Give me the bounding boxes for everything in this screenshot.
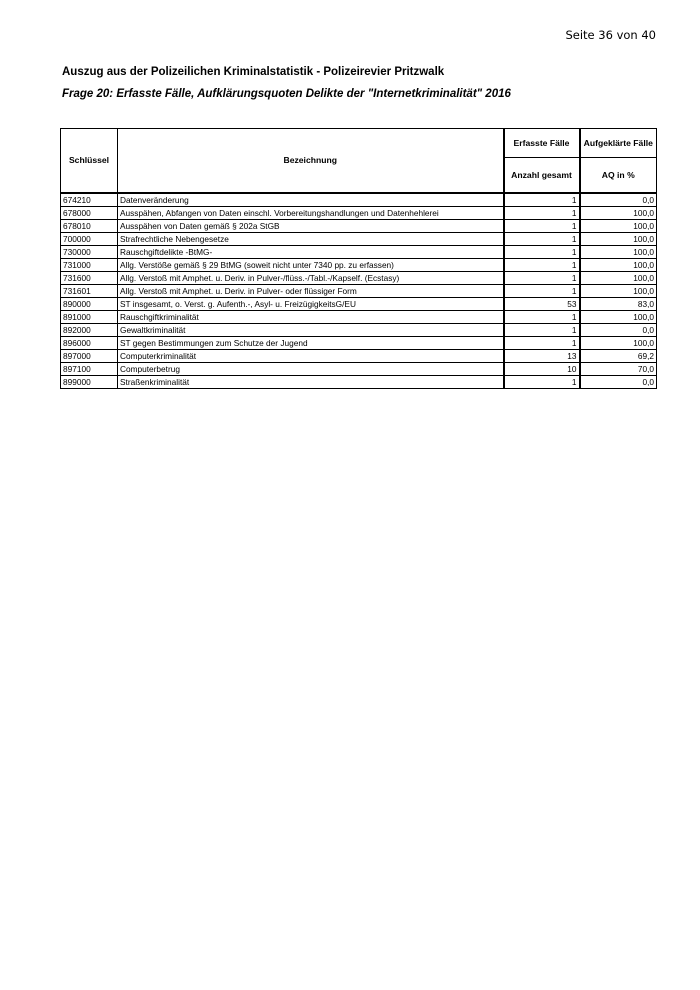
table-row (61, 259, 657, 272)
table-row (61, 193, 657, 207)
table-row (61, 272, 657, 285)
column-header-cases-group: Erfasste Fälle (504, 129, 580, 158)
column-header-name: Bezeichnung (118, 129, 504, 194)
row-count-cell: 1 (504, 376, 580, 389)
row-rate-cell: 100,0 (580, 207, 657, 220)
row-count-cell: 1 (504, 233, 580, 246)
table-row (61, 207, 657, 220)
column-header-solved-group: Aufgeklärte Fälle (580, 129, 657, 158)
table-body (61, 193, 657, 389)
document-subtitle: Frage 20: Erfasste Fälle, Aufklärungsquoten Delikte der "Internetkriminalität" 2016 (62, 88, 511, 100)
table-row (61, 363, 657, 376)
row-key-cell: 899000 (61, 376, 118, 389)
row-name-cell: Rauschgiftkriminalität (118, 311, 504, 324)
row-name-cell: Straßenkriminalität (118, 376, 504, 389)
row-rate-cell: 70,0 (580, 363, 657, 376)
column-header-count: Anzahl gesamt (504, 158, 580, 194)
row-count-cell: 1 (504, 246, 580, 259)
table-row (61, 298, 657, 311)
row-key-cell: 897100 (61, 363, 118, 376)
row-count-cell: 1 (504, 324, 580, 337)
row-name-cell: Allg. Verstoß mit Amphet. u. Deriv. in Pulver-/flüss.-/Tabl.-/Kapself. (Ecstasy) (118, 272, 504, 285)
table-row (61, 220, 657, 233)
row-count-cell: 1 (504, 337, 580, 350)
row-count-cell: 1 (504, 285, 580, 298)
row-rate-cell: 100,0 (580, 272, 657, 285)
row-rate-cell: 100,0 (580, 220, 657, 233)
table-row (61, 376, 657, 389)
row-key-cell: 891000 (61, 311, 118, 324)
row-rate-cell: 0,0 (580, 376, 657, 389)
row-name-cell: Datenveränderung (118, 193, 504, 207)
row-key-cell: 896000 (61, 337, 118, 350)
table-row (61, 324, 657, 337)
row-rate-cell: 0,0 (580, 193, 657, 207)
row-name-cell: Rauschgiftdelikte -BtMG- (118, 246, 504, 259)
column-header-rate: AQ in % (580, 158, 657, 194)
table-row (61, 337, 657, 350)
row-name-cell: ST insgesamt, o. Verst. g. Aufenth.-, Asyl- u. FreizügigkeitsG/EU (118, 298, 504, 311)
row-rate-cell: 0,0 (580, 324, 657, 337)
row-count-cell: 13 (504, 350, 580, 363)
row-key-cell: 731000 (61, 259, 118, 272)
row-key-cell: 892000 (61, 324, 118, 337)
row-rate-cell: 100,0 (580, 233, 657, 246)
row-count-cell: 1 (504, 272, 580, 285)
row-name-cell: Allg. Verstöße gemäß § 29 BtMG (soweit nicht unter 7340 pp. zu erfassen) (118, 259, 504, 272)
table-row (61, 246, 657, 259)
row-count-cell: 10 (504, 363, 580, 376)
row-count-cell: 1 (504, 207, 580, 220)
row-key-cell: 890000 (61, 298, 118, 311)
row-rate-cell: 100,0 (580, 246, 657, 259)
document-title: Auszug aus der Polizeilichen Kriminalstatistik - Polizeirevier Pritzwalk (62, 66, 445, 78)
row-key-cell: 730000 (61, 246, 118, 259)
table-row (61, 233, 657, 246)
row-name-cell: Gewaltkriminalität (118, 324, 504, 337)
row-name-cell: Allg. Verstoß mit Amphet. u. Deriv. in Pulver- oder flüssiger Form (118, 285, 504, 298)
row-name-cell: Computerkriminalität (118, 350, 504, 363)
row-name-cell: Ausspähen von Daten gemäß § 202a StGB (118, 220, 504, 233)
statistics-table-container (60, 128, 656, 389)
row-name-cell: ST gegen Bestimmungen zum Schutze der Jugend (118, 337, 504, 350)
row-name-cell: Ausspähen, Abfangen von Daten einschl. Vorbereitungshandlungen und Datenhehlerei (118, 207, 504, 220)
table-row (61, 350, 657, 363)
table-row (61, 285, 657, 298)
row-count-cell: 53 (504, 298, 580, 311)
row-count-cell: 1 (504, 193, 580, 207)
table-row (61, 311, 657, 324)
row-count-cell: 1 (504, 220, 580, 233)
row-rate-cell: 69,2 (580, 350, 657, 363)
row-key-cell: 678010 (61, 220, 118, 233)
row-name-cell: Computerbetrug (118, 363, 504, 376)
row-key-cell: 700000 (61, 233, 118, 246)
row-count-cell: 1 (504, 259, 580, 272)
row-rate-cell: 83,0 (580, 298, 657, 311)
row-rate-cell: 100,0 (580, 337, 657, 350)
statistics-table (60, 128, 657, 389)
row-key-cell: 678000 (61, 207, 118, 220)
row-rate-cell: 100,0 (580, 285, 657, 298)
row-key-cell: 674210 (61, 193, 118, 207)
row-rate-cell: 100,0 (580, 311, 657, 324)
column-header-key: Schlüssel (61, 129, 118, 194)
row-name-cell: Strafrechtliche Nebengesetze (118, 233, 504, 246)
row-rate-cell: 100,0 (580, 259, 657, 272)
row-key-cell: 897000 (61, 350, 118, 363)
row-key-cell: 731600 (61, 272, 118, 285)
row-count-cell: 1 (504, 311, 580, 324)
row-key-cell: 731601 (61, 285, 118, 298)
page-number: Seite 36 von 40 (565, 28, 656, 42)
